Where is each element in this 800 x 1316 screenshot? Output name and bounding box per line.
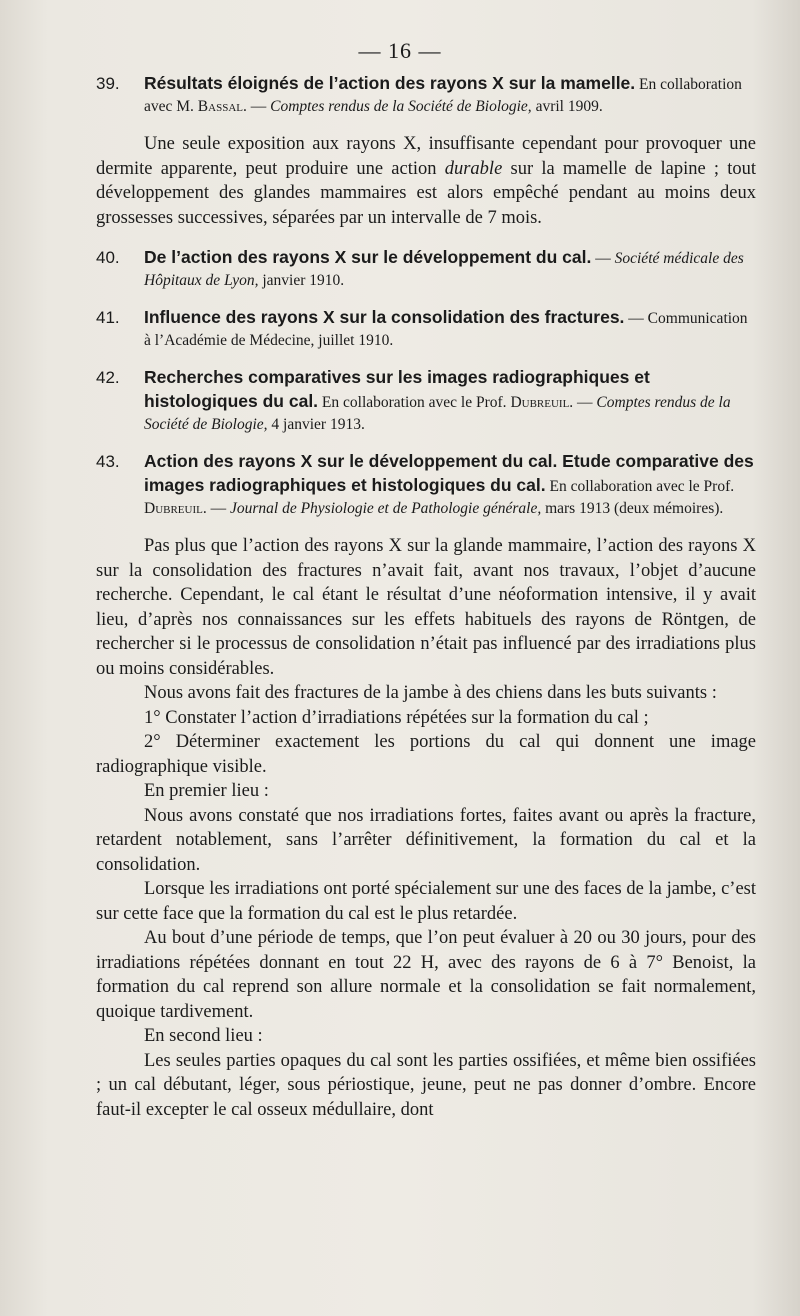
page-content [96,72,756,1122]
bibliography-entry-43 [96,450,756,520]
entry-date: janvier 1910. [262,272,345,289]
entry-date: mars 1913 (deux mémoires). [545,500,724,517]
entry-number: 41. [96,308,120,327]
entry-collaborator: Bassal [197,98,243,115]
body-paragraph-3: 1° Constater l’action d’irradiations répétées sur la formation du cal ; [144,707,649,728]
entry-separator: . — [569,394,593,411]
emphasis-durable: durable [444,158,503,179]
body-paragraph-10: Les seules parties opaques du cal sont les parties ossifiées, et même bien ossifiées ; un cal débutant, léger, sous périostique, jeune, peut ne pas donner d’ombre. Encore faut-il excepter le cal osseux médullaire, dont [96,1050,756,1120]
body-paragraph-8: Au bout d’une période de temps, que l’on peut évaluer à 20 ou 30 jours, pour des irradiations répétées donnant en tout 22 H, avec des rayons de 6 à 7° Benoist, la formation du cal reprend son allure normale et la consolidation se fait normalement, quoique tardivement. [96,928,756,1022]
paragraph-text: Une seule exposition aux rayons X, insuffisante cependant pour provoquer une dermite apparente, peut produire une action [96,134,756,179]
paragraph-text: sur la mamelle de lapine ; tout développement des glandes mammaires est alors empêché pendant au moins deux grossesses successives, séparées par un intervalle de 7 mois. [96,158,757,228]
bibliography-entry-40 [96,246,756,292]
entry-title: Action des rayons X sur le développement du cal. Etude comparative des images radiographiques et histologiques du cal. [144,451,754,495]
entry-journal: Journal de Physiologie et de Pathologie générale, [229,500,542,517]
body-paragraph-1: Pas plus que l’action des rayons X sur la glande mammaire, l’action des rayons X sur la consolidation des fractures n’avait fait, avant nos travaux, l’objet d’aucune recherche. Cependant, le cal étant le résultat d’une néoformation intensive, il y avait lieu, d’après nos connaissances sur les effets habituels des rayons de Röntgen, de rechercher si le processus de consolidation n’était pas influencé par des irradiations plus ou moins considérables. [96,536,756,679]
entry-journal: Société médicale des Hôpitaux de Lyon, [144,250,744,289]
body-paragraph-5: En premier lieu : [144,781,269,801]
entry-number: 42. [96,368,120,387]
entry-title: De l’action des rayons X sur le développement du cal. [144,247,592,267]
bibliography-entry-39 [96,72,756,118]
body-paragraph-2: Nous avons fait des fractures de la jambe à des chiens dans les buts suivants : [144,683,717,703]
entry-date: 4 janvier 1913. [271,416,365,433]
entry-title: Influence des rayons X sur la consolidation des fractures. [144,307,625,327]
body-paragraph-6: Nous avons constaté que nos irradiations fortes, faites avant ou après la fracture, retardent notablement, sans l’arrêter définitivement, la formation du cal et la consolidation. [96,805,756,875]
entry-collaboration: En collaboration avec M. [144,76,742,115]
entry-collaboration: En collaboration avec le Prof. [549,478,735,495]
entry-collaboration: En collaboration avec le Prof. [321,394,507,411]
entry-title: Recherches comparatives sur les images radiographiques et histologiques du cal. [144,367,650,411]
body-paragraph-7: Lorsque les irradiations ont porté spécialement sur une des faces de la jambe, c’est sur cette face que la formation du cal est le plus retardée. [96,879,756,924]
body-paragraph-4: 2° Déterminer exactement les portions du cal qui donnent une image radiographique visible. [96,732,756,777]
bibliography-entry-42 [96,366,756,436]
body-paragraph-9: En second lieu : [144,1026,263,1046]
entry-separator: . — [202,500,227,517]
entry-journal: Comptes rendus de la Société de Biologie, [144,394,731,433]
entry-separator: — [595,250,611,267]
entry-collaborator: Dubreuil [510,394,570,411]
entry-journal: Comptes rendus de la Société de Biologie, [270,98,532,115]
entry-number: 39. [96,74,120,93]
entry-collaborator: Dubreuil [144,500,203,517]
entry-title: Résultats éloignés de l’action des rayons X sur la mamelle. [144,73,636,93]
entry-number: 40. [96,248,120,267]
entry-details: — Communication à l’Académie de Médecine, juillet 1910. [144,310,748,349]
entry-separator: . — [242,98,267,115]
page-number: — 16 — [358,38,442,63]
bibliography-entry-41 [96,306,756,352]
paragraph-mamelle [96,132,756,230]
entry-date: avril 1909. [535,98,603,115]
entry-number: 43. [96,452,120,471]
